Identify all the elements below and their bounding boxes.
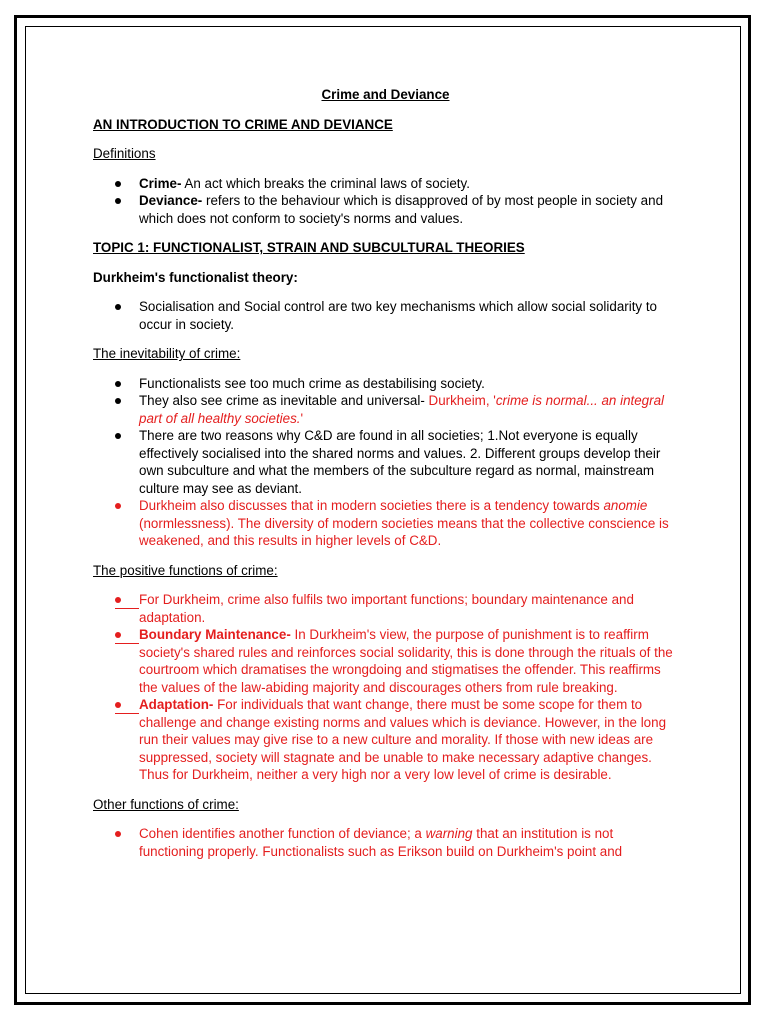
other-functions-list xyxy=(93,825,678,860)
bullet-icon xyxy=(115,181,121,187)
list-item: Deviance- refers to the behaviour which is disapproved of by most people in society and which does not conform to society's norms and values. xyxy=(93,192,678,227)
list-item: For Durkheim, crime also fulfils two important functions; boundary maintenance and adaptation. xyxy=(93,591,678,626)
list-item: Cohen identifies another function of deviance; a warning that an institution is not functioning properly. Functionalists such as Erikson build on Durkheim's point and xyxy=(93,825,678,860)
inevitability-list xyxy=(93,375,678,550)
document-title: Crime and Deviance xyxy=(321,87,450,102)
bullet-icon xyxy=(115,503,121,509)
other-functions-heading: Other functions of crime: xyxy=(93,796,239,812)
document-body xyxy=(93,86,678,860)
list-item: They also see crime as inevitable and universal- Durkheim, 'crime is normal... an integral part of all healthy societies.' xyxy=(93,392,678,427)
bullet-icon xyxy=(115,198,121,204)
inevitability-heading: The inevitability of crime: xyxy=(93,346,241,361)
bullet-icon xyxy=(115,831,121,837)
intro-heading: AN INTRODUCTION TO CRIME AND DEVIANCE xyxy=(93,116,393,132)
list-item: Boundary Maintenance- In Durkheim's view, the purpose of punishment is to reaffirm society's shared rules and reinforces social solidarity, this is done through the rituals of the courtroom which dramatises the wrongdoing and stigmatises the offender. This reaffirms the values of the law-abiding majority and discourages others from rule breaking. xyxy=(93,626,678,696)
definitions-list xyxy=(93,175,678,228)
durkheim-heading: Durkheim's functionalist theory: xyxy=(93,269,298,285)
bullet-icon xyxy=(115,381,121,387)
positive-functions-list xyxy=(93,591,678,784)
bullet-icon xyxy=(115,304,121,310)
bullet-icon xyxy=(115,398,121,404)
list-item: Socialisation and Social control are two key mechanisms which allow social solidarity to occur in society. xyxy=(93,298,678,333)
list-item: Durkheim also discusses that in modern societies there is a tendency towards anomie (normlessness). The diversity of modern societies means that the collective conscience is weakened, and this results in higher levels of C&D. xyxy=(93,497,678,550)
list-item: Crime- An act which breaks the criminal laws of society. xyxy=(93,175,678,193)
bullet-icon xyxy=(115,696,139,714)
list-item: There are two reasons why C&D are found in all societies; 1.Not everyone is equally effectively socialised into the shared norms and values. 2. Different groups develop their own subculture and what the members of the subculture regard as normal, mainstream culture may see as deviant. xyxy=(93,427,678,497)
bullet-icon xyxy=(115,591,139,609)
topic1-heading: TOPIC 1: FUNCTIONALIST, STRAIN AND SUBCULTURAL THEORIES xyxy=(93,240,525,255)
bullet-icon xyxy=(115,433,121,439)
definitions-heading: Definitions xyxy=(93,146,156,161)
positive-functions-heading: The positive functions of crime: xyxy=(93,562,278,578)
bullet-icon xyxy=(115,626,139,644)
list-item: Adaptation- For individuals that want change, there must be some scope for them to challenge and change existing norms and values which is deviance. However, in the long run their values may give rise to a new culture and morality. If those with new ideas are suppressed, society will stagnate and be unable to make necessary adaptive changes. Thus for Durkheim, neither a very high nor a very low level of crime is desirable. xyxy=(93,696,678,784)
list-item: Functionalists see too much crime as destabilising society. xyxy=(93,375,678,393)
durkheim-list xyxy=(93,298,678,333)
